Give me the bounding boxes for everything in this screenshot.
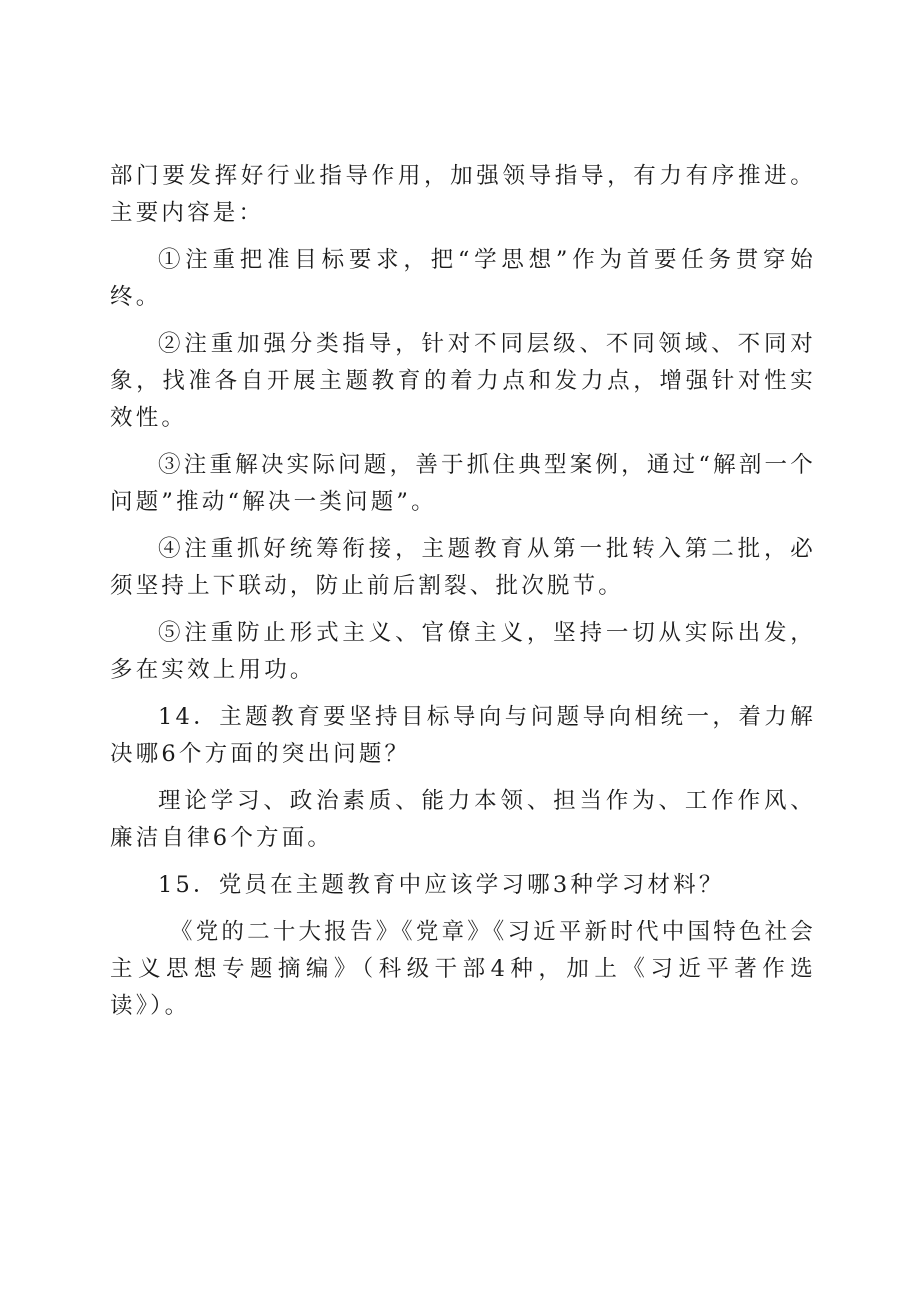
paragraph-intro: 部门要发挥好行业指导作用，加强领导指导，有力有序推进。主要内容是： bbox=[110, 163, 816, 226]
paragraph-point-3: ③注重解决实际问题，善于抓住典型案例，通过“解剖一个问题”推动“解决一类问题”。 bbox=[110, 452, 816, 515]
paragraph-point-4: ④注重抓好统筹衔接，主题教育从第一批转入第二批，必须坚持上下联动，防止前后割裂、批次脱节。 bbox=[110, 536, 816, 599]
paragraph-point-1: ①注重把准目标要求，把“学思想”作为首要任务贯穿始终。 bbox=[110, 247, 816, 310]
document-page bbox=[110, 158, 816, 1035]
answer-15: 《党的二十大报告》《党章》《习近平新时代中国特色社会主义思想专题摘编》（科级干部4种，加上《习近平著作选读》）。 bbox=[110, 919, 816, 1019]
paragraph-point-2: ②注重加强分类指导，针对不同层级、不同领域、不同对象，找准各自开展主题教育的着力点和发力点，增强针对性实效性。 bbox=[110, 331, 816, 431]
question-15: 15．党员在主题教育中应该学习哪3种学习材料？ bbox=[158, 872, 725, 898]
paragraph-point-5: ⑤注重防止形式主义、官僚主义，坚持一切从实际出发，多在实效上用功。 bbox=[110, 620, 816, 683]
answer-14: 理论学习、政治素质、能力本领、担当作为、工作作风、廉洁自律6个方面。 bbox=[110, 788, 816, 851]
question-14: 14．主题教育要坚持目标导向与问题导向相统一，着力解决哪6个方面的突出问题？ bbox=[110, 704, 816, 767]
